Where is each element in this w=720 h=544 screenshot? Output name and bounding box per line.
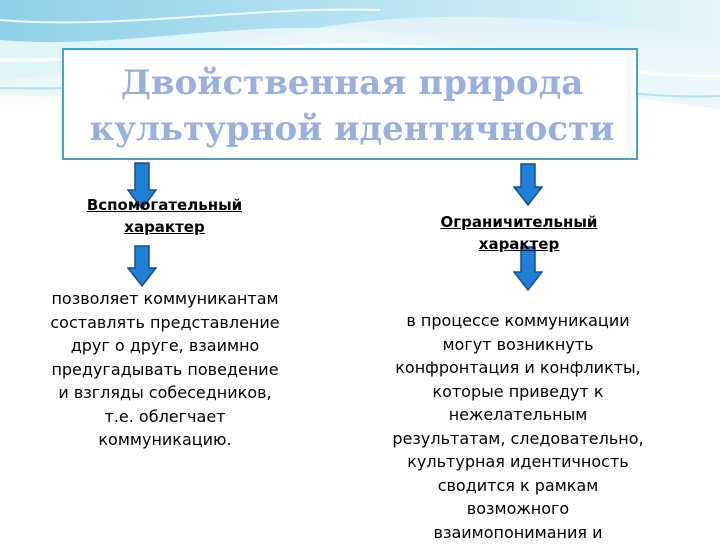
down-arrow-icon (127, 245, 157, 287)
down-arrow-icon (513, 163, 543, 206)
left-heading (42, 194, 287, 238)
right-description (352, 309, 684, 544)
left-line: друг о друге, взаимно (12, 334, 318, 358)
right-line: культурная идентичность (352, 450, 684, 474)
right-line: могут возникнуть (352, 333, 684, 357)
left-line: предугадывать поведение (12, 358, 318, 382)
left-line: составлять представление (12, 311, 318, 335)
right-line: результатам, следовательно, (352, 427, 684, 451)
left-heading-line-1: Вспомогательный (42, 194, 287, 216)
left-description (12, 287, 318, 452)
title-line-1: Двойственная природа (64, 60, 640, 106)
right-line: которые приведут к (352, 380, 684, 404)
right-heading-line-2: характер (402, 233, 636, 255)
page-title (64, 60, 640, 152)
left-heading-line-2: характер (42, 216, 287, 238)
left-line: и взгляды собеседников, (12, 381, 318, 405)
left-line: позволяет коммуникантам (12, 287, 318, 311)
right-line: в процессе коммуникации (352, 309, 684, 333)
right-line: сводится к рамкам (352, 474, 684, 498)
title-line-2: культурной идентичности (64, 106, 640, 152)
right-line: возможного (352, 497, 684, 521)
right-heading-line-1: Ограничительный (402, 211, 636, 233)
right-line: конфронтация и конфликты, (352, 356, 684, 380)
left-line: коммуникацию. (12, 428, 318, 452)
title-box (62, 48, 638, 160)
left-line: т.е. облегчает (12, 405, 318, 429)
right-line: взаимопонимания и (352, 521, 684, 544)
right-heading (402, 211, 636, 255)
right-line: нежелательным (352, 403, 684, 427)
